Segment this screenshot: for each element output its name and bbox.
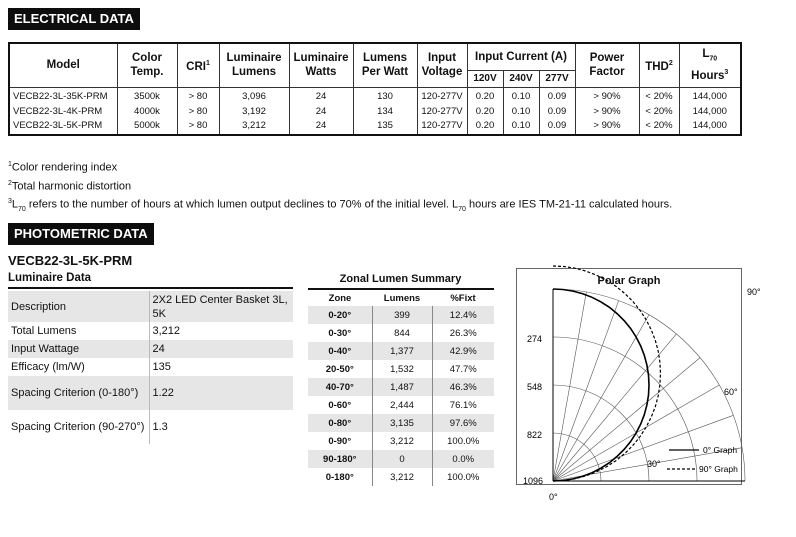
lum-value: 24 <box>149 340 293 358</box>
angle-label-60: 60° <box>724 387 738 397</box>
cell-lumens: 3,096 <box>219 87 289 103</box>
zonal-zone: 0-20° <box>308 306 372 324</box>
footnote-1: $^1$Color rendering index <box>8 161 118 174</box>
footnotes <box>8 157 672 218</box>
cell-pf: > 90% <box>575 87 639 103</box>
table-row <box>308 414 494 432</box>
zonal-fixt: 0.0% <box>432 450 494 468</box>
zonal-zone: 0-90° <box>328 435 352 447</box>
zonal-zone: 20-50° <box>325 363 354 375</box>
zonal-fixt: 100.0% <box>447 435 480 447</box>
lum-key: Input Wattage <box>8 340 149 358</box>
cell-hours: 144,000 <box>679 103 741 119</box>
cell-pf: > 90% <box>575 119 639 135</box>
col-luminaire-lumens: Luminaire Lumens <box>219 43 289 87</box>
cell-ct: 5000k <box>117 119 177 135</box>
col-zone: Zone <box>328 292 352 304</box>
zonal-zone: 0-40° <box>308 342 372 360</box>
col-power-factor: Power Factor <box>575 43 639 87</box>
table-row <box>308 396 494 414</box>
zonal-fixt: 46.3% <box>432 378 494 396</box>
zonal-fixt: 26.3% <box>449 327 477 339</box>
footnote-2: $^2$Total harmonic distortion <box>8 179 132 193</box>
col-model: Model <box>9 43 117 87</box>
zonal-summary-title: Zonal Lumen Summary <box>339 273 462 285</box>
cell-a240: 0.10 <box>503 103 539 119</box>
radial-label: 274 <box>527 334 543 344</box>
table-row <box>8 340 293 358</box>
cell-thd: < 20% <box>639 87 679 103</box>
zonal-lumens: 0 <box>372 450 432 468</box>
table-row <box>308 342 494 360</box>
cell-a240: 0.10 <box>503 119 539 135</box>
col-120v: 120V <box>467 70 503 87</box>
zonal-lumens: 3,212 <box>372 432 432 450</box>
cell-lpw: 130 <box>353 87 417 103</box>
zonal-lumens: 2,444 <box>372 396 432 414</box>
cell-watts: 24 <box>289 87 353 103</box>
zonal-lumens: 1,377 <box>372 342 432 360</box>
cell-cri: > 80 <box>177 87 219 103</box>
table-row <box>308 360 494 378</box>
cell-hours: 144,000 <box>679 119 741 135</box>
polar-graph-panel <box>516 268 761 502</box>
angle-label-90: 90° <box>747 287 761 297</box>
col-luminaire-watts: Luminaire Watts <box>289 43 353 87</box>
zonal-fixt: 97.6% <box>432 414 494 432</box>
zonal-lumens: 3,135 <box>372 414 432 432</box>
luminaire-data-table <box>8 291 293 444</box>
col-240v: 240V <box>503 70 539 87</box>
zonal-lumens: 1,487 <box>372 378 432 396</box>
table-row <box>8 291 293 322</box>
cell-ct: 3500k <box>117 87 177 103</box>
zonal-zone: 0-60° <box>328 399 352 411</box>
zonal-zone: 90-180° <box>308 450 372 468</box>
cell-lpw: 134 <box>353 103 417 119</box>
radial-label: 548 <box>527 382 543 392</box>
electrical-data-table <box>8 42 742 136</box>
polar-graph <box>517 269 761 502</box>
table-row <box>308 324 494 342</box>
table-row <box>9 103 741 119</box>
cell-ct: 4000k <box>117 103 177 119</box>
cell-lumens: 3,212 <box>219 119 289 135</box>
col-fixt: %Fixt <box>450 292 476 304</box>
table-row <box>308 450 494 468</box>
table-row <box>308 468 494 486</box>
legend-label-0: 0° Graph <box>703 445 738 455</box>
cell-lpw: 135 <box>353 119 417 135</box>
cell-cri: > 80 <box>177 103 219 119</box>
legend-label-90: 90° Graph <box>699 464 738 474</box>
polar-spoke <box>553 358 700 481</box>
lum-value: 1.22 <box>149 376 293 410</box>
cell-hours: 144,000 <box>679 87 741 103</box>
cell-lumens: 3,192 <box>219 103 289 119</box>
cell-a277: 0.09 <box>539 103 575 119</box>
cell-a120: 0.20 <box>467 119 503 135</box>
cell-voltage: 120-277V <box>417 103 467 119</box>
zonal-fixt: 100.0% <box>447 471 480 483</box>
col-color-temp: Color Temp. <box>117 43 177 87</box>
table-row <box>8 358 293 376</box>
lum-value: 3,212 <box>149 322 293 340</box>
cell-a277: 0.09 <box>539 119 575 135</box>
photometric-data-header: PHOTOMETRIC DATA <box>8 223 154 245</box>
cell-watts: 24 <box>289 103 353 119</box>
col-thd: THD$^2$ <box>639 43 679 87</box>
lum-value: 1.3 <box>149 410 293 444</box>
col-lumens-per-watt: Lumens Per Watt <box>353 43 417 87</box>
zonal-lumens: 1,532 <box>372 360 432 378</box>
zonal-lumen-table <box>308 288 494 486</box>
col-cri: CRI$^1$ <box>177 43 219 87</box>
table-row <box>8 410 293 444</box>
curve-0-degree <box>553 289 649 481</box>
cell-thd: < 20% <box>639 119 679 135</box>
table-row <box>8 376 293 410</box>
lum-key: Description <box>8 291 149 322</box>
table-row <box>9 119 741 135</box>
electrical-data-header: ELECTRICAL DATA <box>8 8 140 30</box>
col-input-current: Input Current (A) <box>467 43 575 70</box>
col-input-voltage: Input Voltage <box>417 43 467 87</box>
lum-value: 135 <box>149 358 293 376</box>
cell-a120: 0.20 <box>467 87 503 103</box>
cell-thd: < 20% <box>639 103 679 119</box>
table-row <box>308 306 494 324</box>
cell-model: VECB22-3L-5K-PRM <box>9 119 117 135</box>
lum-key: Spacing Criterion (90-270°) <box>11 421 145 433</box>
cell-watts: 24 <box>289 119 353 135</box>
electrical-header-rule <box>8 28 132 30</box>
cell-voltage: 120-277V <box>417 119 467 135</box>
zonal-lumens: 399 <box>372 306 432 324</box>
zonal-zone: 40-70° <box>308 378 372 396</box>
curve-90-degree <box>553 266 661 481</box>
angle-label-0: 0° <box>549 492 558 502</box>
zonal-fixt: 76.1% <box>449 399 477 411</box>
polar-spoke <box>553 301 619 481</box>
cell-voltage: 120-277V <box>417 87 467 103</box>
table-row <box>9 87 741 103</box>
cell-pf: > 90% <box>575 103 639 119</box>
cell-cri: > 80 <box>177 119 219 135</box>
zonal-zone: 0-80° <box>308 414 372 432</box>
photometric-header-rule <box>8 243 151 245</box>
zonal-lumens: 3,212 <box>372 468 432 486</box>
cell-a277: 0.09 <box>539 87 575 103</box>
cell-a120: 0.20 <box>467 103 503 119</box>
zonal-fixt: 12.4% <box>432 306 494 324</box>
table-row <box>308 432 494 450</box>
lum-key: Spacing Criterion (0-180°) <box>8 376 149 410</box>
col-277v: 277V <box>539 70 575 87</box>
cell-a240: 0.10 <box>503 87 539 103</box>
luminaire-data-title: Luminaire Data <box>8 272 92 284</box>
zonal-zone: 0-180° <box>325 471 354 483</box>
luminaire-title-rule <box>8 287 293 289</box>
polar-graph-title: Polar Graph <box>597 275 661 287</box>
lum-key: Total Lumens <box>11 325 77 337</box>
zonal-fixt: 47.7% <box>449 363 477 375</box>
angle-label-30: 30° <box>647 459 661 469</box>
photometric-model-title: VECB22-3L-5K-PRM <box>8 253 133 268</box>
zonal-zone: 0-30° <box>328 327 352 339</box>
footnote-3: $^3L_{70}$ refers to the number of hours at which lumen output declines to 70% of the initial level. $L_{70}$ hours are IES TM-21-11 calculated hours. <box>8 198 673 214</box>
table-row <box>8 322 293 340</box>
radial-label: 1096 <box>523 476 544 486</box>
zonal-lumens: 844 <box>372 324 432 342</box>
zonal-fixt: 42.9% <box>432 342 494 360</box>
lum-key: Efficacy (lm/W) <box>11 361 85 373</box>
col-lumens: Lumens <box>383 292 421 304</box>
col-l70-hours: $L_{70}$ Hours$^3$ <box>679 43 741 87</box>
radial-label: 822 <box>527 430 543 440</box>
table-row <box>308 378 494 396</box>
cell-model: VECB22-3L-35K-PRM <box>9 87 117 103</box>
cell-model: VECB22-3L-4K-PRM <box>9 103 117 119</box>
lum-value: 2X2 LED Center Basket 3L, 5K <box>149 291 293 322</box>
